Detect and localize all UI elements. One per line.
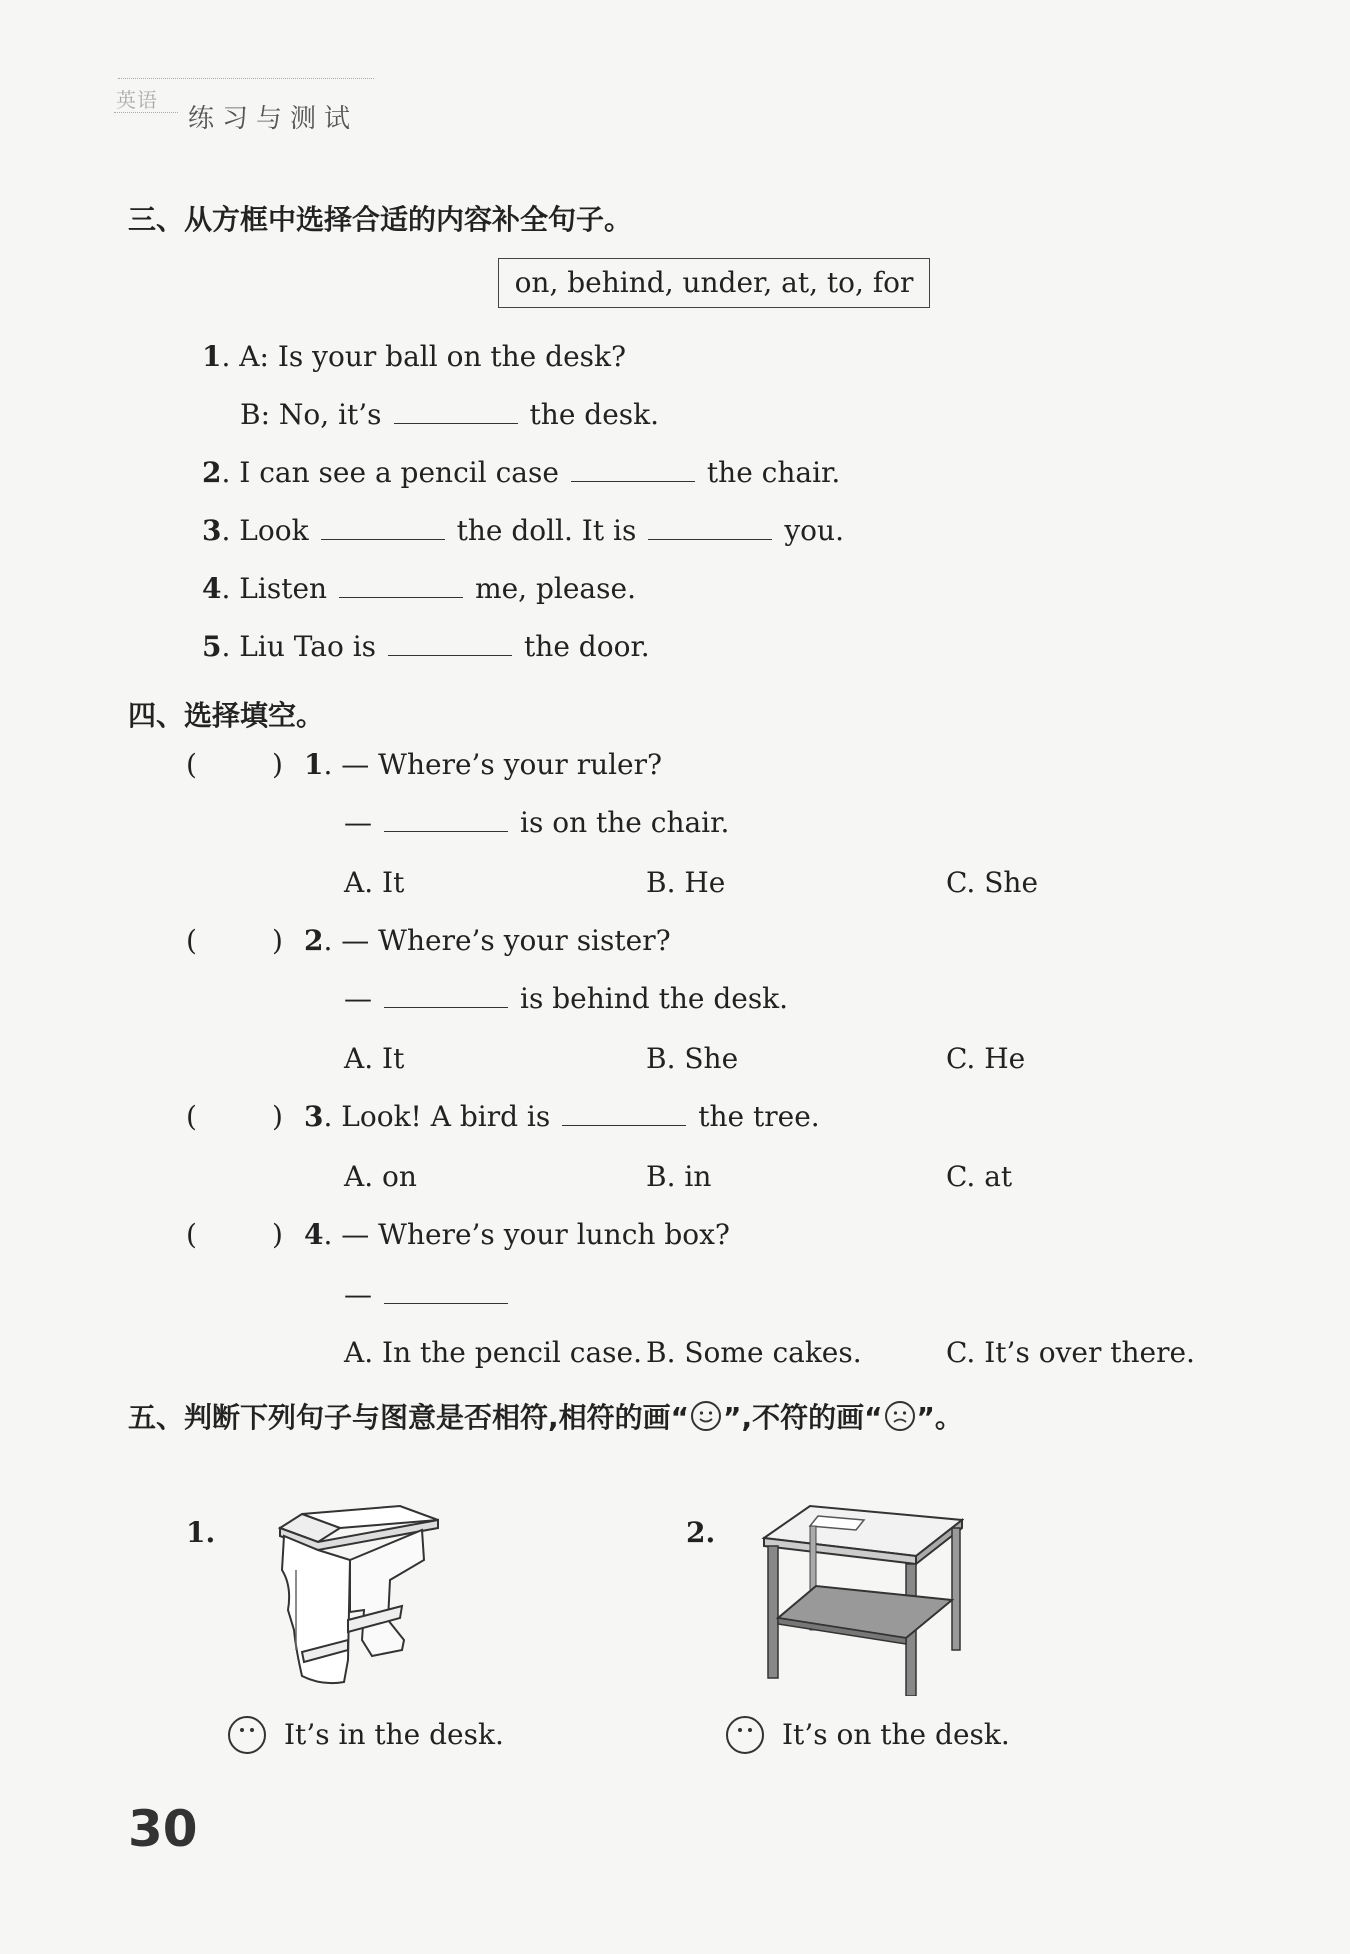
header-subject: 英语 (116, 88, 158, 112)
s5-heading-mid: ”,不符的画“ (723, 1401, 883, 1434)
s5-heading-post: ”。 (916, 1401, 963, 1434)
s4-q1 (304, 748, 662, 782)
answer-blank[interactable] (384, 1279, 508, 1304)
s4-q4-text: . — Where’s your lunch box? (323, 1218, 730, 1251)
s3-item-2-post: the chair. (706, 456, 841, 489)
s4-q3-post: the tree. (698, 1100, 820, 1133)
figure-2-caption: It’s on the desk. (782, 1718, 1010, 1751)
s3-item-5-pre: . Liu Tao is (221, 630, 377, 663)
header-dotted-line (118, 78, 374, 79)
word-box: on, behind, under, at, to, for (498, 258, 930, 308)
header-title: 练习与测试 (188, 104, 359, 134)
answer-blank[interactable] (562, 1101, 686, 1126)
answer-paren-close: ) (272, 748, 283, 781)
answer-paren-close: ) (272, 1100, 283, 1133)
s4-q4-option-b: B. Some cakes. (646, 1336, 862, 1369)
s3-item-2 (202, 456, 840, 490)
answer-blank[interactable] (384, 807, 508, 832)
s4-q1-text: . — Where’s your ruler? (323, 748, 663, 781)
s4-q1-option-a: A. It (344, 866, 405, 899)
s3-item-2-num: 2 (202, 456, 222, 489)
s4-q1-num: 1 (304, 748, 324, 781)
desk-illustration-2 (756, 1500, 964, 1696)
section5-heading (128, 1396, 963, 1436)
s4-q2-dash: — (344, 982, 372, 1015)
s4-q3-option-c: C. at (946, 1160, 1013, 1193)
s3-item-3-num: 3 (202, 514, 222, 547)
answer-blank[interactable] (648, 515, 772, 540)
s3-item-4-num: 4 (202, 572, 222, 605)
answer-paren-open[interactable]: ( (186, 1100, 197, 1133)
s3-item-3-post: you. (784, 514, 844, 547)
page-number: 30 (128, 1800, 198, 1858)
answer-paren-open[interactable]: ( (186, 748, 197, 781)
s3-item-1b (240, 398, 659, 432)
s3-item-1a (202, 340, 626, 374)
s3-item-5-num: 5 (202, 630, 222, 663)
s4-q2-option-c: C. He (946, 1042, 1026, 1075)
section4-heading: 四、选择填空。 (128, 699, 325, 732)
s4-q2-option-b: B. She (646, 1042, 739, 1075)
s3-item-5 (202, 630, 650, 664)
s3-item-3-mid: the doll. It is (456, 514, 637, 547)
s4-q1-answer (344, 806, 729, 840)
s3-item-1-num: 1 (202, 340, 222, 373)
figure-2-number: 2. (686, 1516, 716, 1549)
s3-item-4-post: me, please. (475, 572, 636, 605)
s3-item-3-pre: . Look (221, 514, 309, 547)
s4-q3-option-b: B. in (646, 1160, 712, 1193)
s3-item-4-pre: . Listen (221, 572, 328, 605)
figure-1-caption: It’s in the desk. (284, 1718, 504, 1751)
answer-blank[interactable] (339, 573, 463, 598)
answer-paren-close: ) (272, 924, 283, 957)
answer-face-circle[interactable] (228, 1716, 266, 1754)
s4-q4-num: 4 (304, 1218, 324, 1251)
s4-q4-option-a: A. In the pencil case. (344, 1336, 643, 1369)
answer-blank[interactable] (394, 399, 518, 424)
s4-q4-answer (344, 1278, 520, 1312)
s3-item-5-post: the door. (524, 630, 650, 663)
answer-paren-close: ) (272, 1218, 283, 1251)
s4-q2 (304, 924, 671, 958)
s3-item-4 (202, 572, 636, 606)
s4-q1-ans-post: is on the chair. (520, 806, 730, 839)
s4-q2-answer (344, 982, 788, 1016)
s4-q4-option-c: C. It’s over there. (946, 1336, 1195, 1369)
desk-illustration-1 (272, 1500, 448, 1696)
answer-paren-open[interactable]: ( (186, 1218, 197, 1251)
s4-q2-num: 2 (304, 924, 324, 957)
s3-item-2-pre: . I can see a pencil case (221, 456, 559, 489)
answer-blank[interactable] (384, 983, 508, 1008)
s4-q3-pre: . Look! A bird is (323, 1100, 551, 1133)
s3-item-3 (202, 514, 844, 548)
answer-paren-open[interactable]: ( (186, 924, 197, 957)
s4-q1-option-b: B. He (646, 866, 726, 899)
s4-q3-num: 3 (304, 1100, 324, 1133)
s4-q4-dash: — (344, 1278, 372, 1311)
s4-q2-text: . — Where’s your sister? (323, 924, 671, 957)
answer-face-circle[interactable] (726, 1716, 764, 1754)
figure-1-number: 1. (186, 1516, 216, 1549)
s4-q2-option-a: A. It (344, 1042, 405, 1075)
s5-heading-pre: 五、判断下列句子与图意是否相符,相符的画“ (128, 1401, 690, 1434)
answer-blank[interactable] (388, 631, 512, 656)
s4-q1-dash: — (344, 806, 372, 839)
s3-item-1-question: . A: Is your ball on the desk? (221, 340, 626, 373)
smiley-icon (691, 1401, 721, 1431)
s4-q3-option-a: A. on (344, 1160, 417, 1193)
s3-item-1b-post: the desk. (529, 398, 660, 431)
s4-q4 (304, 1218, 730, 1252)
answer-blank[interactable] (321, 515, 445, 540)
section3-heading: 三、从方框中选择合适的内容补全句子。 (128, 203, 633, 236)
answer-blank[interactable] (571, 457, 695, 482)
s4-q2-ans-post: is behind the desk. (520, 982, 789, 1015)
page-header (110, 78, 374, 134)
s4-q3 (304, 1100, 820, 1134)
sad-face-icon (885, 1401, 915, 1431)
s3-item-1b-pre: B: No, it’s (240, 398, 382, 431)
s4-q1-option-c: C. She (946, 866, 1039, 899)
